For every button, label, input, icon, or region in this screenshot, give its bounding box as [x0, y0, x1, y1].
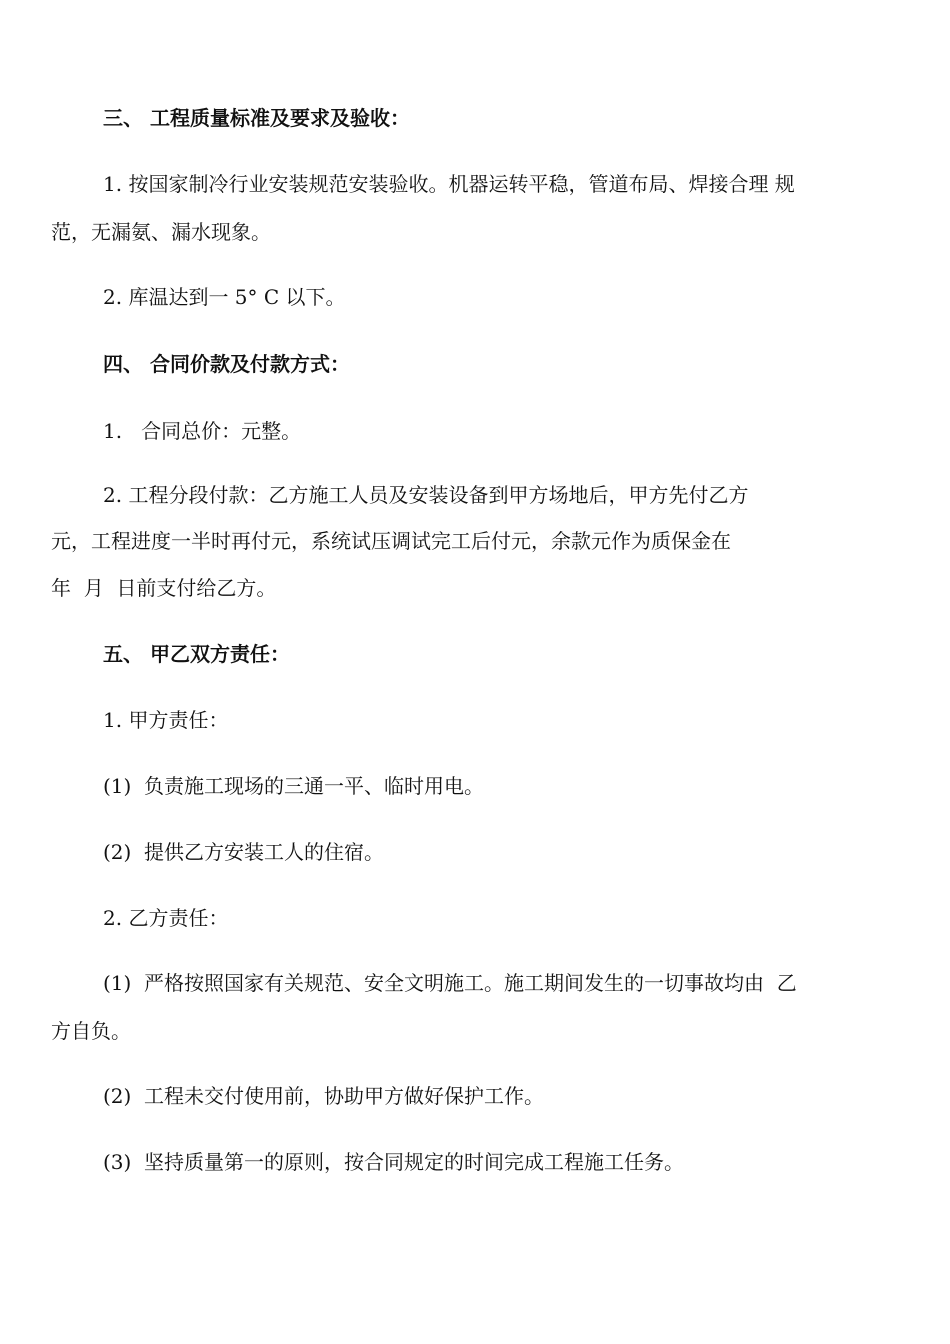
paragraph-line: 2. 工程分段付款：乙方施工人员及安装设备到甲方场地后，甲方先付乙方	[103, 483, 749, 507]
paragraph-line: 2. 乙方责任：	[103, 906, 229, 930]
section-heading-responsibilities: 五、 甲乙双方责任：	[103, 642, 290, 666]
paragraph-line: 1. 按国家制冷行业安装规范安装验收。机器运转平稳，管道布局、焊接合理 规	[103, 172, 795, 196]
section-heading-quality: 三、 工程质量标准及要求及验收：	[103, 106, 410, 130]
paragraph-line: 1. 合同总价：元整。	[103, 419, 302, 443]
section-heading-payment: 四、 合同价款及付款方式：	[103, 352, 350, 376]
paragraph-line: 方自负。	[51, 1019, 131, 1043]
paragraph-line: (2) 工程未交付使用前，协助甲方做好保护工作。	[103, 1084, 545, 1108]
paragraph-line: 元，工程进度一半时再付元，系统试压调试完工后付元，余款元作为质保金在	[51, 529, 731, 553]
paragraph-line: 1. 甲方责任：	[103, 708, 229, 732]
paragraph-line: (2) 提供乙方安装工人的住宿。	[103, 840, 385, 864]
paragraph-line: 年 月 日前支付给乙方。	[51, 576, 277, 600]
paragraph-line: 范，无漏氨、漏水现象。	[51, 220, 271, 244]
paragraph-line: (3) 坚持质量第一的原则，按合同规定的时间完成工程施工任务。	[103, 1150, 685, 1174]
paragraph-line: 2. 库温达到一 5° C 以下。	[103, 285, 346, 309]
paragraph-line: (1) 严格按照国家有关规范、安全文明施工。施工期间发生的一切事故均由 乙	[103, 971, 797, 995]
paragraph-line: (1) 负责施工现场的三通一平、临时用电。	[103, 774, 485, 798]
